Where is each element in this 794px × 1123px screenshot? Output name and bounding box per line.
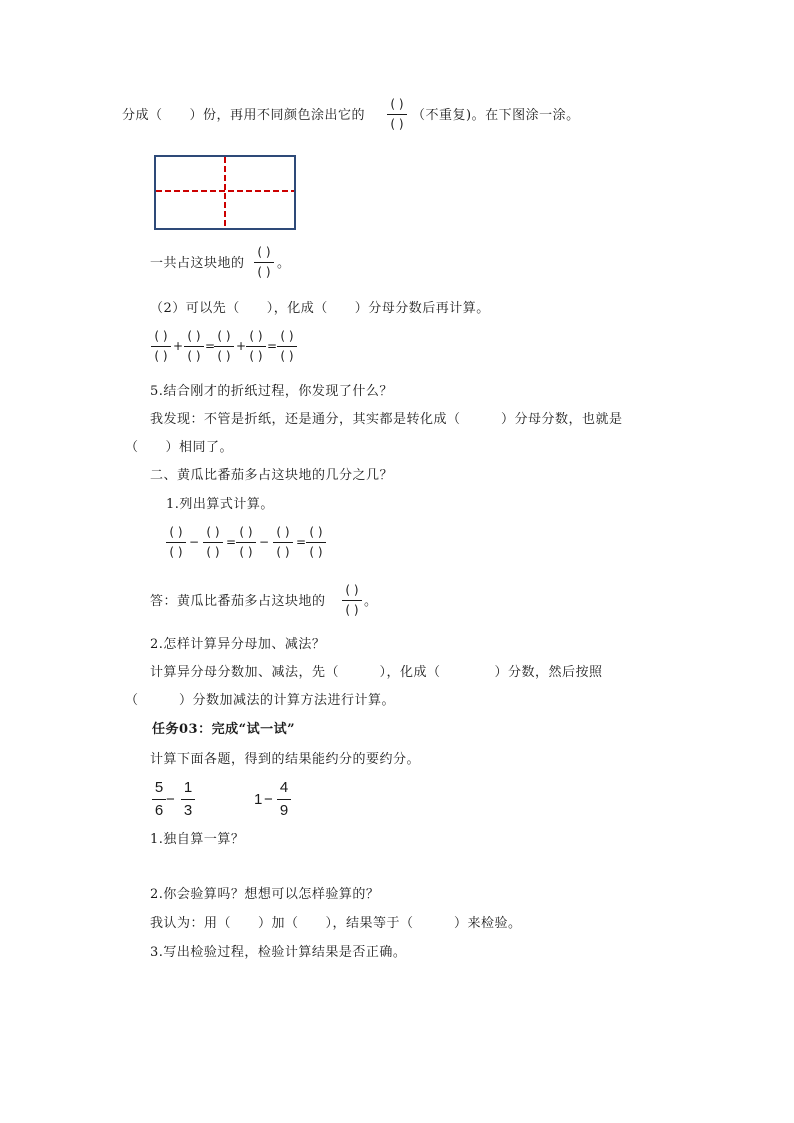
add-operator-1: + (173, 339, 184, 353)
fraction-numerator: ( ) (249, 329, 263, 343)
fraction-denominator: ( ) (154, 349, 168, 363)
fraction-denominator: 3 (183, 802, 193, 819)
sub-fraction-1 (165, 525, 187, 561)
fraction-numerator: ( ) (169, 525, 183, 539)
fraction-denominator: ( ) (309, 545, 323, 559)
fraction-numerator: ( ) (309, 525, 323, 539)
q5-line1: 我发现：不管是折纸，还是通分，其实都是转化成（ ）分母分数，也就是 (150, 412, 623, 427)
item2-line2: （ ）分数加减法的计算方法进行计算。 (125, 693, 396, 708)
fraction-bar (151, 346, 171, 347)
fraction-numerator: ( ) (187, 329, 201, 343)
question-3: 3.写出检验过程，检验计算结果是否正确。 (150, 945, 407, 960)
fraction-bar (166, 542, 186, 543)
add-fraction-3 (213, 329, 235, 365)
sub-operator-4: = (296, 535, 307, 549)
fraction-denominator: ( ) (206, 545, 220, 559)
fraction-denominator: ( ) (217, 349, 231, 363)
try-instruction: 计算下面各题，得到的结果能约分的要约分。 (150, 752, 421, 767)
expr2-fraction (276, 779, 292, 821)
fraction-denominator: ( ) (390, 117, 404, 131)
fraction-bar (273, 542, 293, 543)
fraction-bar (342, 600, 362, 601)
fraction-numerator: 4 (279, 779, 289, 796)
fraction-numerator: ( ) (257, 245, 271, 259)
fraction-numerator: ( ) (390, 97, 404, 111)
fraction-denominator: 9 (279, 802, 289, 819)
answer-suffix: 。 (364, 594, 378, 609)
add-operator-4: = (267, 339, 278, 353)
add-fraction-1 (150, 329, 172, 365)
fraction-denominator: ( ) (239, 545, 253, 559)
intro-text: 分成（ ）份，再用不同颜色涂出它的 (122, 108, 366, 123)
fraction-denominator: ( ) (187, 349, 201, 363)
q5-title: 5.结合刚才的折纸过程，你发现了什么？ (150, 384, 393, 399)
total-fraction (253, 245, 275, 281)
fraction-bar (277, 346, 297, 347)
item2-title: 2.怎样计算异分母加、减法？ (150, 637, 326, 652)
fraction-bar (236, 542, 256, 543)
section2-item1: 1.列出算式计算。 (166, 497, 274, 512)
expr1-fraction-a (151, 779, 167, 821)
fraction-numerator: ( ) (206, 525, 220, 539)
fraction-bar (254, 262, 274, 263)
q5-line2: （ ）相同了。 (125, 440, 234, 455)
expr1-operator: − (166, 791, 175, 808)
task03-title: 任务03：完成“试一试” (152, 722, 296, 737)
fraction-bar (184, 346, 204, 347)
step2-text: （2）可以先（ ），化成（ ）分母分数后再计算。 (150, 301, 490, 316)
fraction-numerator: ( ) (276, 525, 290, 539)
sub-fraction-3 (235, 525, 257, 561)
question-2-title: 2.你会验算吗？想想可以怎样验算的？ (150, 887, 380, 902)
item2-line1: 计算异分母分数加、减法，先（ ），化成（ ）分数，然后按照 (150, 665, 603, 680)
fraction-bar (387, 114, 407, 115)
fraction-bar (181, 799, 195, 800)
fraction-denominator: ( ) (345, 603, 359, 617)
add-fraction-4 (245, 329, 267, 365)
fraction-numerator: 1 (183, 779, 193, 796)
intro-suffix: （不重复)。在下图涂一涂。 (412, 108, 580, 123)
expr2-whole-number: 1 (254, 791, 263, 808)
fraction-denominator: ( ) (257, 265, 271, 279)
add-operator-3: + (236, 339, 247, 353)
answer-fraction (341, 583, 363, 619)
total-text: 一共占这块地的 (150, 256, 245, 271)
sub-fraction-2 (202, 525, 224, 561)
fraction-bar (203, 542, 223, 543)
add-fraction-5 (276, 329, 298, 365)
fraction-numerator: 5 (154, 779, 164, 796)
add-operator-2: = (205, 339, 216, 353)
expr2-operator: − (264, 791, 273, 808)
fraction-numerator: ( ) (239, 525, 253, 539)
section2-title: 二、黄瓜比番茄多占这块地的几分之几？ (150, 468, 394, 483)
fraction-numerator: ( ) (345, 583, 359, 597)
fraction-numerator: ( ) (280, 329, 294, 343)
fraction-bar (246, 346, 266, 347)
sub-operator-3: − (259, 535, 270, 549)
fraction-bar (277, 799, 291, 800)
sub-fraction-5 (305, 525, 327, 561)
fraction-numerator: ( ) (217, 329, 231, 343)
fraction-bar (214, 346, 234, 347)
blank-fraction (386, 97, 408, 133)
fraction-numerator: ( ) (154, 329, 168, 343)
fraction-bar (152, 799, 166, 800)
fraction-denominator: ( ) (169, 545, 183, 559)
total-suffix: 。 (277, 256, 291, 271)
fraction-bar (306, 542, 326, 543)
question-2-line: 我认为：用（ ）加（ ），结果等于（ ）来检验。 (150, 916, 522, 931)
sub-operator-1: − (189, 535, 200, 549)
land-grid-diagram (154, 155, 296, 230)
add-fraction-2 (183, 329, 205, 365)
fraction-denominator: ( ) (280, 349, 294, 363)
sub-fraction-4 (272, 525, 294, 561)
fraction-denominator: ( ) (276, 545, 290, 559)
answer-text: 答：黄瓜比番茄多占这块地的 (150, 594, 326, 609)
fraction-denominator: ( ) (249, 349, 263, 363)
sub-operator-2: = (226, 535, 237, 549)
question-1: 1.独自算一算？ (150, 832, 245, 847)
expr1-fraction-b (180, 779, 196, 821)
fraction-denominator: 6 (154, 802, 164, 819)
